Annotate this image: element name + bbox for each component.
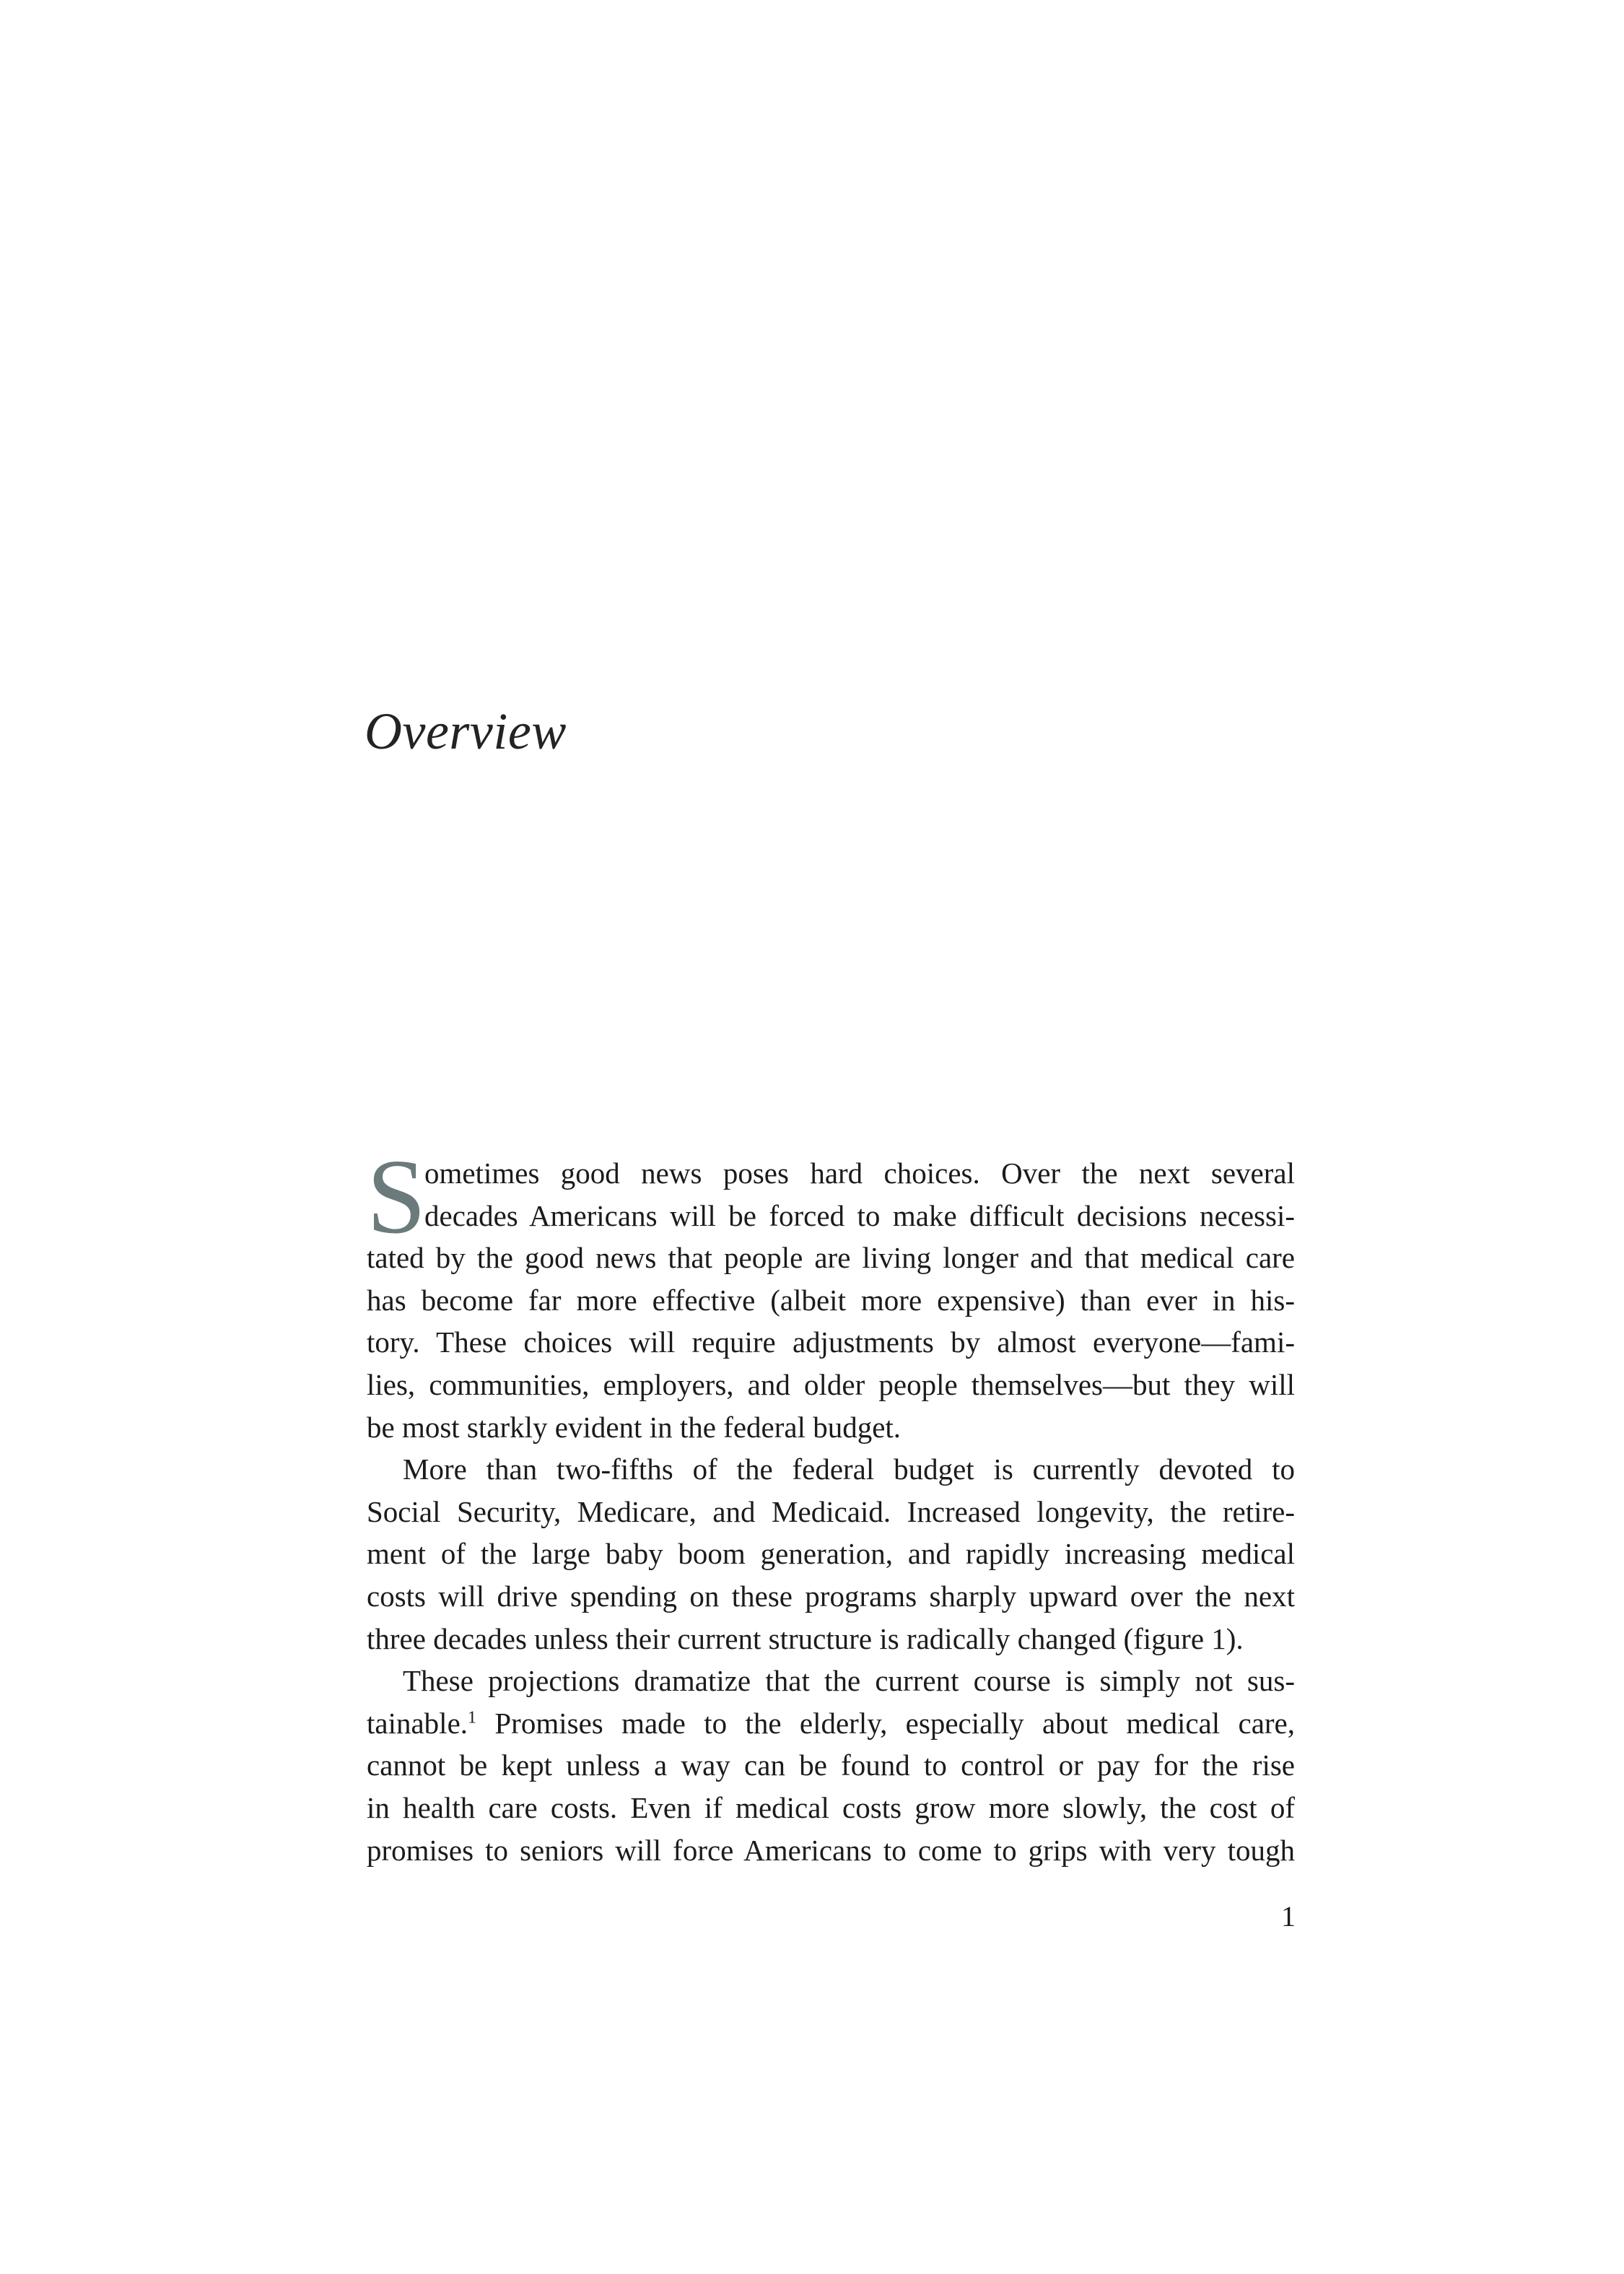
- paragraph-3-line-2-end: Promises made to the elderly, especially about medical care,: [476, 1706, 1295, 1740]
- chapter-title: Overview: [364, 702, 567, 760]
- paragraph-1-line-3: tated by the good news that people are living longer and that medical care: [367, 1241, 1295, 1275]
- paragraph-3-line-2-start: tainable.: [367, 1706, 468, 1740]
- page-number: 1: [1281, 1900, 1296, 1933]
- paragraph-2-line-3: ment of the large baby boom generation, and rapidly increasing medical: [367, 1537, 1295, 1571]
- paragraph-3-line-5: promises to seniors will force Americans to come to grips with very tough: [367, 1833, 1295, 1867]
- paragraph-1-line-1: ometimes good news poses hard choices. Over the next several: [424, 1156, 1295, 1190]
- paragraph-1-line-2: decades Americans will be forced to make difficult decisions necessi-: [424, 1198, 1295, 1232]
- paragraph-1-line-7: be most starkly evident in the federal budget.: [367, 1410, 902, 1444]
- paragraph-1-line-6: lies, communities, employers, and older people themselves—but they will: [367, 1367, 1295, 1401]
- paragraph-2-line-5: three decades unless their current structure is radically changed (figure 1).: [367, 1621, 1244, 1655]
- paragraph-1-line-4: has become far more effective (albeit more expensive) than ever in his-: [367, 1283, 1295, 1317]
- paragraph-3-line-1: These projections dramatize that the current course is simply not sus-: [403, 1664, 1295, 1698]
- paragraph-3-line-4: in health care costs. Even if medical costs grow more slowly, the cost of: [367, 1790, 1295, 1824]
- paragraph-3-line-2: [367, 1702, 1295, 1745]
- drop-cap: S: [367, 1138, 427, 1256]
- paragraph-1-line-5: tory. These choices will require adjustments by almost everyone—fami-: [367, 1325, 1295, 1359]
- paragraph-2-line-4: costs will drive spending on these programs sharply upward over the next: [367, 1579, 1295, 1613]
- paragraph-3-line-3: cannot be kept unless a way can be found to control or pay for the rise: [367, 1748, 1295, 1782]
- footnote-marker: 1: [468, 1708, 477, 1728]
- paragraph-2-line-1: More than two-fifths of the federal budget is currently devoted to: [403, 1452, 1295, 1486]
- paragraph-2-line-2: Social Security, Medicare, and Medicaid. Increased longevity, the retire-: [367, 1494, 1295, 1528]
- body-text: [367, 1138, 1295, 1871]
